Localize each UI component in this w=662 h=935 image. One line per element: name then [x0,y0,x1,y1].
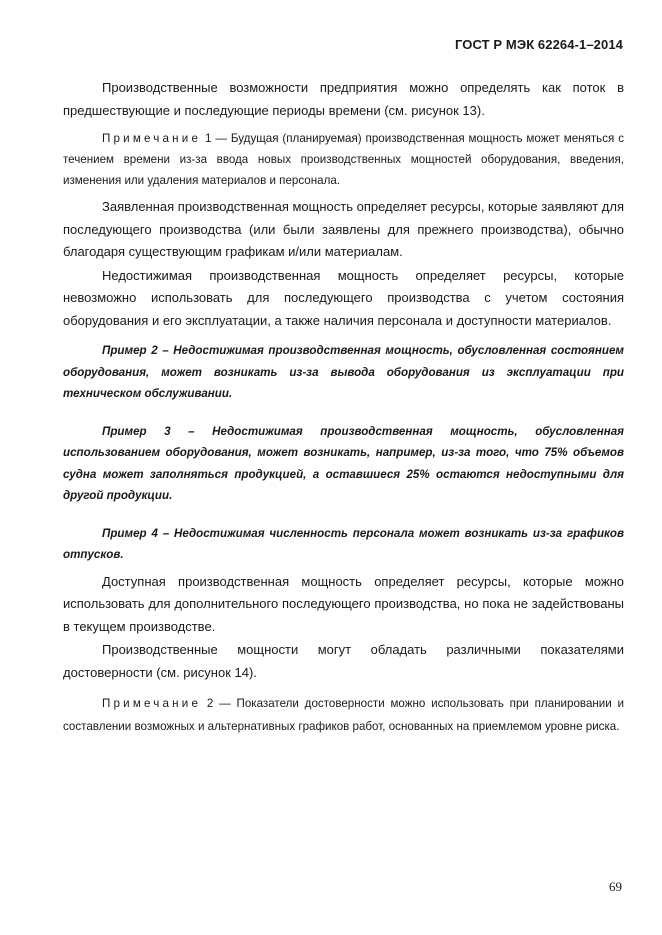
document-body [63,77,624,738]
paragraph-committed-capacity: Заявленная производственная мощность определяет ресурсы, которые заявляют для последующего производства (или были заявлены для прежнего производства), обычно благодаря существующим графикам и/или материалам. [63,199,624,259]
example-3: Пример 3 – Недостижимая производственная мощность, обусловленная использованием оборудования, может возникать, например, из-за того, что 75% объемов судна может заполняться продукцией, а оставшиеся 25% остаются недоступными для другой продукции. [63,424,624,502]
note-2 [63,692,624,738]
note-2-label: Примечание [102,697,202,710]
page-number: 69 [609,879,622,894]
note-2-text: 2 — Показатели достоверности можно использовать при планировании и составлении возможных и альтернативных графиков работ, основанных на приемлемом уровне риска. [63,697,624,733]
example-4: Пример 4 – Недостижимая численность персонала может возникать из-за графиков отпусков. [63,526,624,561]
paragraph-capacity-flow: Производственные возможности предприятия можно определять как поток в предшествующие и последующие периоды времени (см. рисунок 13). [63,80,624,118]
paragraph-confidence-levels: Производственные мощности могут обладать различными показателями достоверности (см. рисунок 14). [63,642,624,680]
document-header: ГОСТ Р МЭК 62264-1–2014 [455,37,623,52]
paragraph-unattainable-capacity: Недостижимая производственная мощность определяет ресурсы, которые невозможно использовать для последующего производства с учетом состояния оборудования и его эксплуатации, а также наличия персонала и доступности материалов. [63,267,624,328]
note-1 [63,128,624,191]
note-1-text: 1 — Будущая (планируемая) производственная мощность может меняться с течением времени из-за ввода новых производственных мощностей оборудования, введения, изменения или удаления материалов и персонала. [63,132,624,187]
example-2: Пример 2 – Недостижимая производственная мощность, обусловленная состоянием оборудования, может возникать из-за вывода оборудования из эксплуатации при техническом обслуживании. [63,344,624,400]
note-1-label: Примечание [102,132,202,145]
paragraph-available-capacity: Доступная производственная мощность определяет ресурсы, которые можно использовать для дополнительного последующего производства, но пока не задействованы в текущем производстве. [63,573,624,634]
